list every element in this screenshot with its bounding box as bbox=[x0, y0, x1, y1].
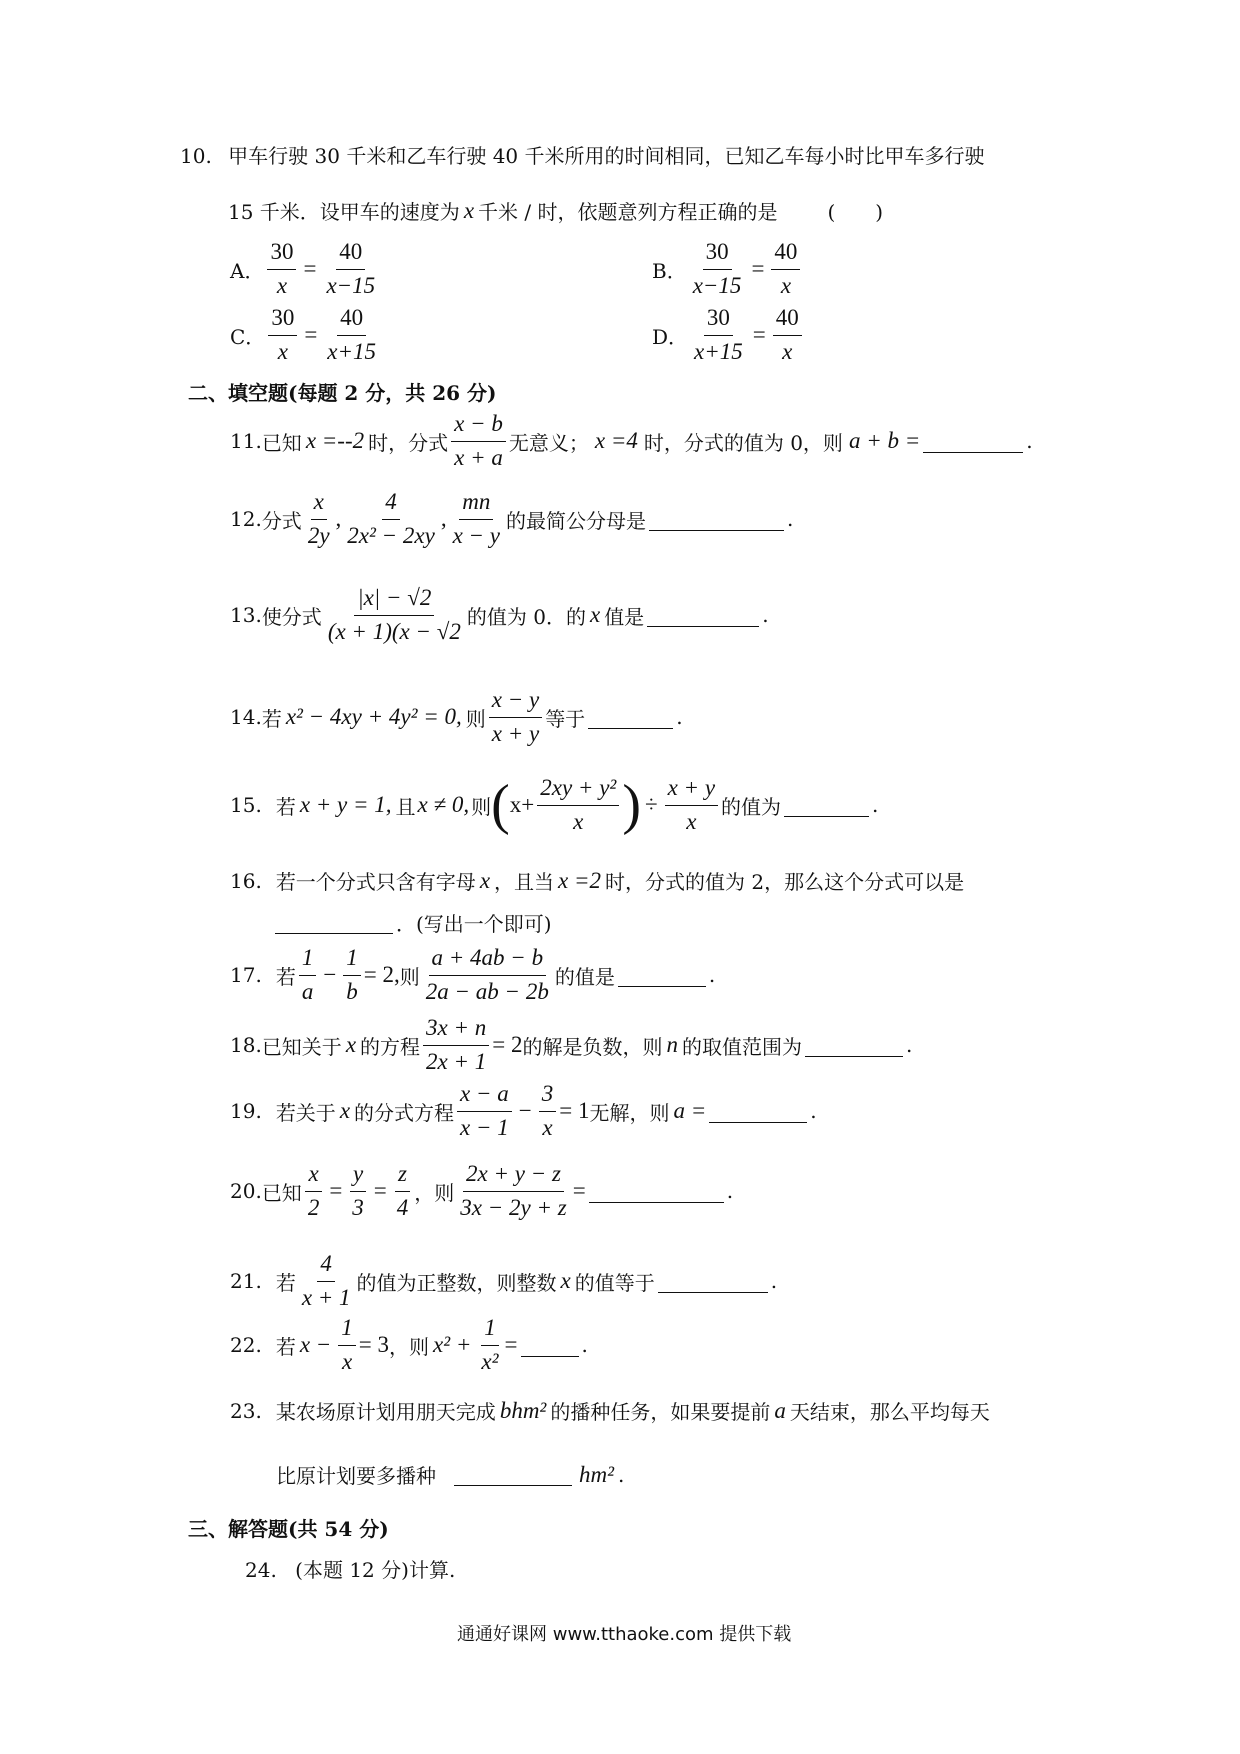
text: 则 bbox=[465, 706, 486, 731]
text: 若 bbox=[261, 706, 282, 731]
question-text: 甲车行驶 30 千米和乙车行驶 40 千米所用的时间相同，已知乙车每小时比甲车多行驶 bbox=[228, 144, 985, 168]
variable: x bbox=[463, 197, 475, 223]
math: x =4 bbox=[594, 428, 638, 454]
math: x =--2 bbox=[305, 428, 365, 454]
right-paren: ) bbox=[622, 774, 641, 837]
math: x² + bbox=[433, 1332, 472, 1358]
text: 的方程 bbox=[360, 1034, 421, 1059]
text: . bbox=[810, 1099, 817, 1124]
fraction: $\frac{x}{2y}$ bbox=[307, 489, 330, 548]
text: . bbox=[762, 603, 769, 628]
math: a = bbox=[673, 1098, 707, 1124]
question-number: 16. bbox=[230, 868, 262, 893]
fraction: $\frac{2x + y - z}{3x - 2y + z}$ bbox=[460, 1161, 567, 1220]
math: = bbox=[504, 1332, 518, 1358]
text: . bbox=[787, 507, 794, 532]
question-number: 19. bbox=[230, 1099, 262, 1124]
text: ，则 bbox=[389, 1334, 430, 1359]
fraction: $\frac{40}{x+15}$ bbox=[327, 305, 377, 364]
fraction: $\frac{\text{2xy + y²}}{x}$ bbox=[537, 774, 619, 837]
question-number: 14. bbox=[230, 705, 262, 730]
q22 bbox=[230, 1314, 588, 1377]
option-label: D． bbox=[652, 324, 689, 349]
question-number: 17. bbox=[230, 963, 262, 988]
variable: x bbox=[479, 867, 491, 893]
text: 分式 bbox=[261, 508, 302, 533]
fraction: $\frac{x - y}{x + y}$ bbox=[489, 686, 542, 749]
option-label: A． bbox=[230, 258, 265, 283]
question-number: 22. bbox=[230, 1333, 262, 1358]
answer-blank[interactable] bbox=[647, 604, 759, 627]
q23-line1 bbox=[230, 1396, 990, 1425]
math: bhm² bbox=[499, 1397, 547, 1423]
text: ，则 bbox=[414, 1180, 455, 1205]
text: 等于 bbox=[545, 706, 586, 731]
fraction: $\frac{x + y}{x}$ bbox=[665, 774, 718, 837]
text: 的取值范围为 bbox=[682, 1034, 802, 1059]
math: x+ bbox=[509, 792, 535, 818]
fraction: $\frac{1}{b}$ bbox=[343, 944, 361, 1007]
text: . bbox=[581, 1333, 588, 1358]
question-number: 10. bbox=[180, 144, 212, 168]
answer-blank[interactable] bbox=[589, 1180, 724, 1203]
section-heading: 三、解答题(共 54 分) bbox=[188, 1517, 389, 1541]
math: = 2 bbox=[492, 1032, 523, 1058]
fraction: $\frac{1}{\text{x²}}$ bbox=[481, 1315, 499, 1374]
fraction: $\frac{y}{3}$ bbox=[349, 1160, 367, 1223]
text: 时，分式的值为 0，则 bbox=[643, 430, 843, 455]
question-number: 15. bbox=[230, 793, 262, 818]
variable: x bbox=[339, 1098, 351, 1124]
answer-blank[interactable] bbox=[275, 911, 393, 934]
question-number: 18. bbox=[230, 1033, 262, 1058]
fraction: $\frac{4}{x + 1}$ bbox=[301, 1251, 351, 1310]
q15 bbox=[230, 774, 878, 837]
text: 若 bbox=[275, 1334, 296, 1359]
fraction: $\frac{40}{x}$ bbox=[773, 304, 802, 367]
text: . bbox=[872, 793, 879, 818]
q10-line2 bbox=[228, 196, 883, 225]
question-number: 23. bbox=[230, 1398, 262, 1423]
q23-line2 bbox=[276, 1460, 624, 1489]
option-label: C． bbox=[230, 324, 266, 349]
fraction: $\frac{30}{x}$ bbox=[267, 238, 296, 301]
page-footer: 通通好课网 www.tthaoke.com 提供下载 bbox=[457, 1624, 792, 1645]
text: 比原计划要多播种 bbox=[276, 1464, 436, 1488]
answer-blank[interactable] bbox=[658, 1270, 768, 1293]
question-number: 12. bbox=[230, 507, 262, 532]
fraction: $\frac{z}{4}$ bbox=[396, 1161, 409, 1220]
text: . bbox=[1026, 429, 1033, 454]
q16-line1 bbox=[230, 866, 964, 895]
text: 若关于 bbox=[275, 1100, 336, 1125]
text: 的解是负数，则 bbox=[522, 1034, 663, 1059]
fraction: $\frac{x - b}{x + a}$ bbox=[451, 410, 506, 473]
fraction: $\frac{1}{a}$ bbox=[299, 944, 317, 1007]
fraction: $\frac{40}{x-15}$ bbox=[326, 239, 376, 298]
fraction: $\frac{3}{x}$ bbox=[539, 1080, 557, 1143]
question-number: 21. bbox=[230, 1269, 262, 1294]
math: x ≠ 0, bbox=[417, 792, 470, 818]
text: 使分式 bbox=[261, 604, 322, 629]
section-heading: 二、填空题(每题 2 分，共 26 分) bbox=[188, 381, 497, 405]
text: 若 bbox=[275, 794, 296, 819]
text: 已知 bbox=[261, 430, 302, 455]
q18 bbox=[230, 1014, 912, 1077]
fraction: $\frac{|x| - √2}{(x + 1)(x - √2}$ bbox=[327, 585, 461, 644]
variable: n bbox=[666, 1032, 678, 1058]
text: . bbox=[708, 963, 716, 988]
fraction: $\frac{4}{\text{2x² − 2xy}}$ bbox=[347, 489, 435, 548]
text: 时，分式的值为 2，那么这个分式可以是 bbox=[605, 870, 965, 894]
math: = bbox=[572, 1178, 586, 1204]
answer-blank[interactable] bbox=[454, 1463, 572, 1486]
answer-blank[interactable] bbox=[649, 508, 784, 531]
text: ．(写出一个即可) bbox=[396, 912, 552, 936]
q24 bbox=[245, 1554, 455, 1583]
option-d: D． $\frac{30}{x+15}$ = $\frac{40}{x}$ bbox=[652, 304, 805, 367]
math: x² − 4xy + 4y² = 0, bbox=[285, 704, 462, 730]
question-number: 20. bbox=[230, 1179, 262, 1204]
text: 的值为 bbox=[721, 794, 782, 819]
text: . bbox=[676, 705, 683, 730]
math: ÷ bbox=[644, 792, 658, 818]
text: 若一个分式只含有字母 bbox=[275, 870, 476, 894]
fraction: $\frac{30}{x+15}$ bbox=[694, 305, 743, 364]
fraction: $\frac{a + 4ab - b}{2a - ab - 2b}$ bbox=[425, 945, 549, 1004]
text: 的值为正整数，则整数 bbox=[356, 1270, 557, 1295]
fraction: $\frac{40}{x}$ bbox=[771, 238, 800, 301]
option-label: B． bbox=[652, 258, 687, 283]
question-number: 24. bbox=[245, 1558, 277, 1582]
math: = 1 bbox=[559, 1098, 590, 1124]
math: x + y = 1, bbox=[299, 792, 392, 818]
answer-paren: ( ) bbox=[827, 200, 884, 224]
question-text: 15 千米．设甲车的速度为 bbox=[228, 200, 460, 224]
text: 已知关于 bbox=[261, 1034, 342, 1059]
q17: 17. 若 $\frac{1}{a}$ − $\frac{1}{b}$ = 2, 则 $\frac{a + 4ab - b}{2a - ab - 2b}$ 的值是 . bbox=[230, 944, 715, 1007]
text: (本题 12 分)计算. bbox=[295, 1558, 456, 1582]
text: 的最简公分母是 bbox=[506, 508, 647, 533]
answer-blank[interactable] bbox=[521, 1334, 579, 1357]
fraction: $\frac{30}{x-15}$ bbox=[692, 239, 742, 298]
text: 的播种任务，如果要提前 bbox=[550, 1400, 771, 1424]
question-text: 千米 / 时，依题意列方程正确的是 bbox=[478, 200, 778, 224]
text: 的值为 0．的 bbox=[466, 604, 586, 629]
text: 的值等于 bbox=[574, 1270, 655, 1295]
fraction: $\frac{mn}{x - y}$ bbox=[452, 489, 501, 548]
question-number: 13. bbox=[230, 603, 262, 628]
text: 则 bbox=[471, 794, 492, 819]
answer-blank[interactable] bbox=[709, 1100, 807, 1123]
fraction: $\frac{3x + n}{2x + 1}$ bbox=[423, 1014, 489, 1077]
q14 bbox=[230, 686, 683, 749]
text: 若 bbox=[275, 964, 296, 989]
math: = 2, bbox=[363, 962, 400, 988]
text: 值是 bbox=[604, 604, 645, 629]
text: 时，分式 bbox=[368, 430, 449, 455]
q10-line1 bbox=[180, 140, 985, 169]
text: 的值是 bbox=[554, 964, 615, 989]
math: a + b = bbox=[848, 428, 921, 454]
text: 且 bbox=[395, 794, 416, 819]
math: = 3 bbox=[358, 1332, 390, 1358]
answer-blank[interactable] bbox=[784, 794, 869, 817]
variable: x bbox=[345, 1032, 357, 1058]
fraction: $\frac{1}{x}$ bbox=[338, 1314, 356, 1377]
math: x =2 bbox=[558, 867, 602, 893]
text: 若 bbox=[275, 1270, 296, 1295]
fraction: $\frac{x - a}{x - 1}$ bbox=[457, 1080, 512, 1143]
q19: 19. 若关于 x 的分式方程 $\frac{x - a}{x - 1}$ − $\frac{3}{x}$ = 1 无解，则 a = . bbox=[230, 1080, 817, 1143]
fraction: $\frac{30}{x}$ bbox=[268, 304, 297, 367]
option-b: B． $\frac{30}{x-15}$ = $\frac{40}{x}$ bbox=[652, 238, 803, 301]
option-c: C． $\frac{30}{x}$ = $\frac{40}{x+15}$ bbox=[230, 304, 382, 367]
answer-blank[interactable] bbox=[923, 430, 1023, 453]
q20: 20. 已知 $\frac{x}{2}$ = $\frac{y}{3}$ = $\frac{z}{4}$ ，则 $\frac{2x + y - z}{3x - 2y + z}$ = . bbox=[230, 1160, 733, 1223]
variable: x bbox=[560, 1268, 571, 1294]
variable: a bbox=[774, 1397, 786, 1423]
text: . bbox=[906, 1033, 913, 1058]
q21 bbox=[230, 1250, 777, 1313]
answer-blank[interactable] bbox=[588, 706, 673, 729]
q11 bbox=[230, 410, 1033, 473]
answer-blank[interactable] bbox=[618, 964, 706, 987]
text: ，且当 bbox=[494, 870, 555, 894]
variable: x bbox=[589, 602, 601, 628]
text: 天结束，那么平均每天 bbox=[789, 1400, 990, 1424]
text: 无意义； bbox=[508, 430, 589, 455]
fraction: $\frac{x}{2}$ bbox=[305, 1160, 323, 1223]
option-a: A． $\frac{30}{x}$ = $\frac{40}{x-15}$ bbox=[230, 238, 381, 301]
text: 则 bbox=[399, 964, 420, 989]
question-number: 11. bbox=[230, 429, 262, 454]
text: 已知 bbox=[261, 1180, 302, 1205]
answer-blank[interactable] bbox=[805, 1034, 903, 1057]
text: 无解，则 bbox=[589, 1100, 670, 1125]
text: . bbox=[770, 1269, 778, 1294]
text: 某农场原计划用朋天完成 bbox=[275, 1400, 496, 1424]
left-paren: ( bbox=[491, 774, 510, 837]
text: . bbox=[726, 1179, 734, 1204]
text: . bbox=[618, 1462, 625, 1487]
math: x − bbox=[299, 1332, 332, 1358]
q16-line2 bbox=[272, 908, 552, 937]
q13 bbox=[230, 584, 769, 647]
text: 的分式方程 bbox=[354, 1100, 455, 1125]
q12: 12. 分式 $\frac{x}{2y}$ , $\frac{4}{\text{2x² − 2xy}}$ , $\frac{mn}{x - y}$ 的最简公分母是 . bbox=[230, 488, 793, 551]
math: hm² bbox=[579, 1461, 615, 1487]
